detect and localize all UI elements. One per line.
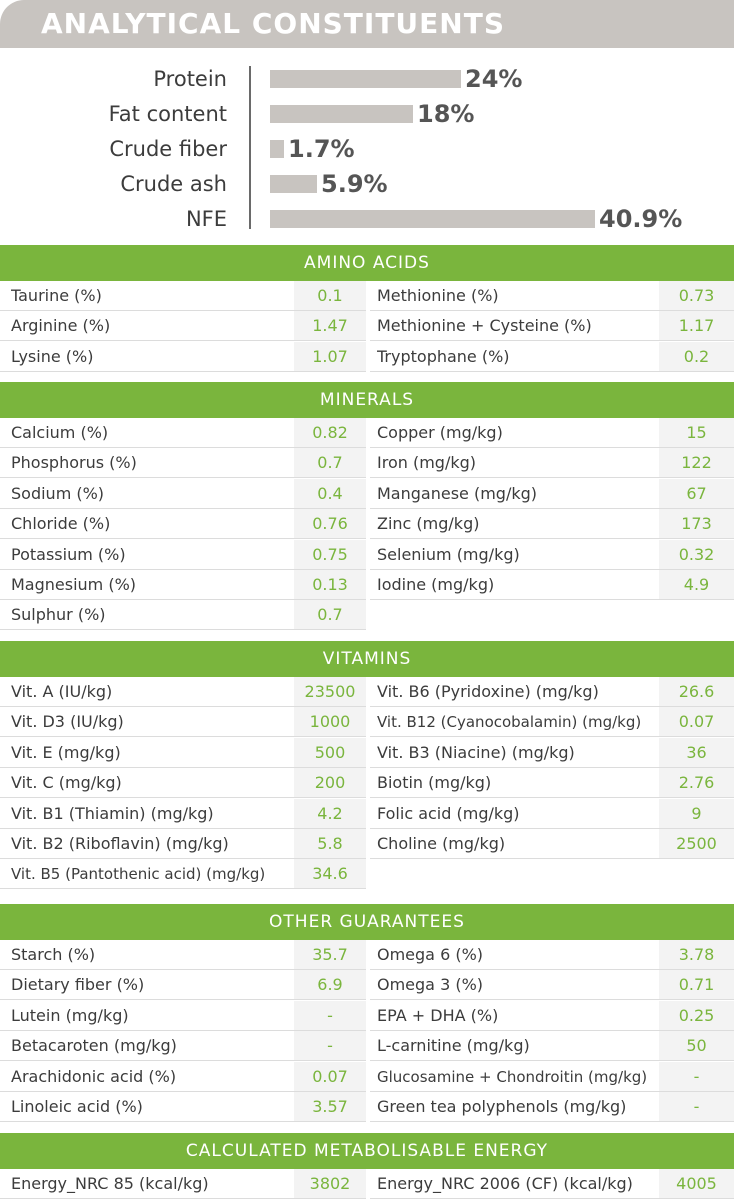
table-row	[0, 1169, 734, 1199]
nutrient-value: -	[659, 1092, 734, 1122]
nutrient-label: Calcium (%)	[11, 423, 109, 442]
constituents-bar-chart	[0, 56, 734, 236]
nutrient-cell	[370, 768, 734, 798]
table-row	[0, 509, 734, 539]
nutrient-cell	[0, 540, 366, 570]
nutrient-value: 0.7	[294, 600, 366, 630]
nutrient-cell	[0, 1062, 366, 1092]
nutrient-cell	[370, 448, 734, 478]
nutrient-label: Vit. B3 (Niacine) (mg/kg)	[377, 742, 575, 762]
nutrient-cell	[370, 677, 734, 707]
nutrient-value: 0.7	[294, 448, 366, 478]
nutrient-label: Vit. B12 (Cyanocobalamin) (mg/kg)	[377, 713, 642, 732]
nutrient-value: 36	[659, 738, 734, 768]
table-row	[0, 448, 734, 478]
nutrient-label: Dietary fiber (%)	[11, 975, 145, 995]
nutrient-cell	[0, 600, 366, 630]
nutrient-cell	[370, 799, 734, 829]
nutrient-value: 67	[659, 479, 734, 509]
nutrient-label: Vit. B1 (Thiamin) (mg/kg)	[11, 803, 214, 823]
nutrient-value: 4.9	[659, 570, 734, 600]
bar-category-label: Protein	[153, 67, 227, 91]
table-row	[0, 707, 734, 737]
bar-row	[0, 202, 734, 236]
bar-row	[0, 132, 734, 166]
row-divider	[370, 1121, 734, 1122]
nutrient-value: 1.47	[294, 311, 366, 341]
row-divider	[370, 371, 734, 372]
table-row	[0, 1062, 734, 1092]
nutrient-label: Manganese (mg/kg)	[377, 483, 537, 503]
nutrient-cell	[0, 479, 366, 509]
nutrient-value: 1000	[294, 707, 366, 737]
table-row	[0, 1001, 734, 1031]
nutrient-value: 50	[659, 1031, 734, 1061]
section-header: CALCULATED METABOLISABLE ENERGY	[0, 1133, 734, 1169]
nutrient-cell	[370, 1169, 734, 1199]
nutrient-label: Energy_NRC 85 (kcal/kg)	[11, 1174, 209, 1193]
nutrient-cell	[0, 311, 366, 341]
nutrient-label: Vit. A (IU/kg)	[11, 682, 113, 701]
bar-row	[0, 97, 734, 131]
nutrient-cell	[0, 1001, 366, 1031]
nutrient-value: 15	[659, 418, 734, 448]
nutrient-cell	[0, 448, 366, 478]
nutrient-value: 500	[294, 738, 366, 768]
nutrient-label: Iron (mg/kg)	[377, 453, 476, 473]
nutrient-cell	[0, 829, 366, 859]
nutrient-cell	[370, 479, 734, 509]
section-header: VITAMINS	[0, 641, 734, 677]
nutrient-cell	[370, 418, 734, 448]
table-row	[0, 1092, 734, 1122]
nutrient-value: 3.57	[294, 1092, 366, 1122]
bar	[270, 140, 284, 158]
nutrient-cell	[370, 342, 734, 372]
table-row	[0, 281, 734, 311]
nutrient-cell	[0, 1169, 366, 1199]
nutrient-label: Omega 3 (%)	[377, 975, 484, 995]
nutrient-label: Iodine (mg/kg)	[377, 575, 495, 594]
nutrient-cell	[0, 570, 366, 600]
nutrient-cell	[370, 281, 734, 311]
nutrient-label: L-carnitine (mg/kg)	[377, 1036, 530, 1056]
nutrient-value: 26.6	[659, 677, 734, 707]
row-divider	[0, 1198, 366, 1199]
nutrient-cell	[0, 940, 366, 970]
section	[0, 641, 734, 890]
section-header: MINERALS	[0, 382, 734, 418]
nutrient-label: Vit. E (mg/kg)	[11, 742, 121, 762]
nutrient-cell	[370, 970, 734, 1000]
nutrient-cell	[370, 311, 734, 341]
nutrient-cell	[370, 707, 734, 737]
nutrient-value: 23500	[294, 677, 366, 707]
bar-category-label: Crude fiber	[109, 137, 227, 161]
nutrient-value: 0.32	[659, 540, 734, 570]
nutrient-cell	[370, 1092, 734, 1122]
nutrient-label: Linoleic acid (%)	[11, 1097, 143, 1116]
nutrient-cell	[370, 1001, 734, 1031]
bar-value-label: 24%	[465, 65, 523, 93]
nutrient-cell	[0, 342, 366, 372]
nutrient-cell	[370, 940, 734, 970]
section	[0, 245, 734, 372]
row-divider	[0, 888, 366, 889]
bar-category-label: NFE	[185, 207, 227, 231]
nutrient-cell	[370, 570, 734, 600]
nutrient-value: 1.07	[294, 342, 366, 372]
nutrient-cell	[0, 970, 366, 1000]
nutrient-value: -	[294, 1031, 366, 1061]
bar-value-label: 1.7%	[288, 135, 355, 163]
nutrient-value: 0.71	[659, 970, 734, 1000]
nutrient-value: 1.17	[659, 311, 734, 341]
table-row	[0, 479, 734, 509]
nutrient-label: Potassium (%)	[11, 544, 126, 564]
section	[0, 904, 734, 1122]
nutrient-cell	[0, 281, 366, 311]
bar	[270, 175, 317, 193]
nutrient-value: 3802	[294, 1169, 366, 1199]
nutrient-cell	[370, 738, 734, 768]
nutrient-label: Methionine (%)	[377, 286, 499, 305]
bar-row	[0, 62, 734, 96]
nutrient-value: -	[659, 1062, 734, 1092]
row-divider	[0, 371, 366, 372]
nutrient-value: 3.78	[659, 940, 734, 970]
nutrient-label: Glucosamine + Chondroitin (mg/kg)	[377, 1067, 648, 1086]
nutrient-value: 0.07	[659, 707, 734, 737]
nutrient-value: 0.75	[294, 540, 366, 570]
section-header: AMINO ACIDS	[0, 245, 734, 281]
table-row	[0, 799, 734, 829]
nutrient-label: Choline (mg/kg)	[377, 834, 506, 853]
table-row	[0, 940, 734, 970]
nutrient-cell	[0, 799, 366, 829]
table-row	[0, 859, 734, 889]
nutrient-label: Lysine (%)	[11, 346, 94, 366]
nutrient-label: Vit. D3 (IU/kg)	[11, 712, 124, 732]
table-row	[0, 738, 734, 768]
nutrient-value: 0.13	[294, 570, 366, 600]
table-row	[0, 677, 734, 707]
nutrient-label: Zinc (mg/kg)	[377, 514, 480, 534]
nutrient-value: 5.8	[294, 829, 366, 859]
nutrient-value: 4005	[659, 1169, 734, 1199]
table-row	[0, 342, 734, 372]
nutrient-cell	[370, 1062, 734, 1092]
bar-row	[0, 167, 734, 201]
nutrient-label: Copper (mg/kg)	[377, 423, 503, 442]
nutrient-cell	[370, 509, 734, 539]
nutrient-cell	[0, 1092, 366, 1122]
table-row	[0, 418, 734, 448]
table-row	[0, 600, 734, 630]
nutrient-value: 0.82	[294, 418, 366, 448]
nutrient-cell	[0, 768, 366, 798]
nutrient-label: Vit. C (mg/kg)	[11, 773, 122, 793]
section	[0, 382, 734, 631]
table-row	[0, 540, 734, 570]
nutrient-value: 200	[294, 768, 366, 798]
nutrient-label: Phosphorus (%)	[11, 453, 137, 473]
bar	[270, 70, 461, 88]
table-row	[0, 1031, 734, 1061]
nutrient-cell	[0, 1031, 366, 1061]
nutrient-label: Tryptophane (%)	[377, 346, 510, 366]
nutrient-value: 0.76	[294, 509, 366, 539]
nutrient-cell	[370, 829, 734, 859]
nutrient-value: 35.7	[294, 940, 366, 970]
nutrient-value: 9	[659, 799, 734, 829]
nutrient-cell	[0, 707, 366, 737]
nutrient-cell	[0, 859, 366, 889]
nutrient-label: EPA + DHA (%)	[377, 1005, 499, 1025]
nutrient-label: Folic acid (mg/kg)	[377, 803, 520, 823]
nutrient-value: 0.1	[294, 281, 366, 311]
nutrient-label: Arachidonic acid (%)	[11, 1066, 177, 1086]
table-row	[0, 829, 734, 859]
nutrient-value: 34.6	[294, 859, 366, 889]
row-divider	[0, 629, 366, 630]
nutrient-value: 2500	[659, 829, 734, 859]
nutrient-cell	[370, 1031, 734, 1061]
nutrient-value: 0.2	[659, 342, 734, 372]
bar-value-label: 5.9%	[321, 170, 388, 198]
nutrient-cell	[0, 738, 366, 768]
table-row	[0, 970, 734, 1000]
nutrient-label: Vit. B5 (Pantothenic acid) (mg/kg)	[11, 865, 266, 884]
nutrient-label: Arginine (%)	[11, 316, 111, 336]
nutrient-label: Chloride (%)	[11, 514, 111, 534]
nutrient-value: 122	[659, 448, 734, 478]
section	[0, 1133, 734, 1199]
nutrient-cell	[370, 540, 734, 570]
nutrient-value: 0.4	[294, 479, 366, 509]
table-row	[0, 570, 734, 600]
bar-value-label: 40.9%	[599, 205, 683, 233]
nutrient-value: 0.73	[659, 281, 734, 311]
page-title: ANALYTICAL CONSTITUENTS	[41, 7, 505, 40]
nutrient-cell	[0, 418, 366, 448]
section-header: OTHER GUARANTEES	[0, 904, 734, 940]
bar	[270, 105, 413, 123]
nutrient-value: 0.07	[294, 1062, 366, 1092]
nutrient-label: Methionine + Cysteine (%)	[377, 316, 592, 336]
row-divider	[370, 1198, 734, 1199]
nutrient-label: Energy_NRC 2006 (CF) (kcal/kg)	[377, 1174, 633, 1193]
nutrient-value: 4.2	[294, 799, 366, 829]
nutrient-cell	[0, 677, 366, 707]
nutrient-value: 173	[659, 509, 734, 539]
nutrient-label: Selenium (mg/kg)	[377, 544, 520, 564]
table-row	[0, 311, 734, 341]
bar-category-label: Fat content	[108, 102, 227, 126]
nutrient-label: Omega 6 (%)	[377, 945, 484, 964]
nutrient-label: Vit. B2 (Riboflavin) (mg/kg)	[11, 834, 229, 853]
nutrient-value: -	[294, 1001, 366, 1031]
row-divider	[0, 1121, 366, 1122]
nutrient-label: Sodium (%)	[11, 483, 105, 503]
title-band	[0, 0, 734, 48]
nutrient-label: Green tea polyphenols (mg/kg)	[377, 1097, 627, 1116]
nutrient-value: 0.25	[659, 1001, 734, 1031]
nutrient-label: Taurine (%)	[11, 286, 102, 305]
bar-value-label: 18%	[417, 100, 475, 128]
bar	[270, 210, 595, 228]
bar-category-label: Crude ash	[120, 172, 227, 196]
nutrient-cell	[0, 509, 366, 539]
table-row	[0, 768, 734, 798]
nutrient-label: Magnesium (%)	[11, 575, 137, 594]
nutrient-label: Lutein (mg/kg)	[11, 1005, 129, 1025]
nutrient-label: Vit. B6 (Pyridoxine) (mg/kg)	[377, 682, 599, 701]
nutrient-value: 2.76	[659, 768, 734, 798]
nutrient-label: Betacaroten (mg/kg)	[11, 1036, 177, 1056]
nutrient-label: Biotin (mg/kg)	[377, 773, 492, 793]
nutrient-label: Starch (%)	[11, 945, 96, 964]
nutrient-label: Sulphur (%)	[11, 605, 106, 625]
nutrient-value: 6.9	[294, 970, 366, 1000]
